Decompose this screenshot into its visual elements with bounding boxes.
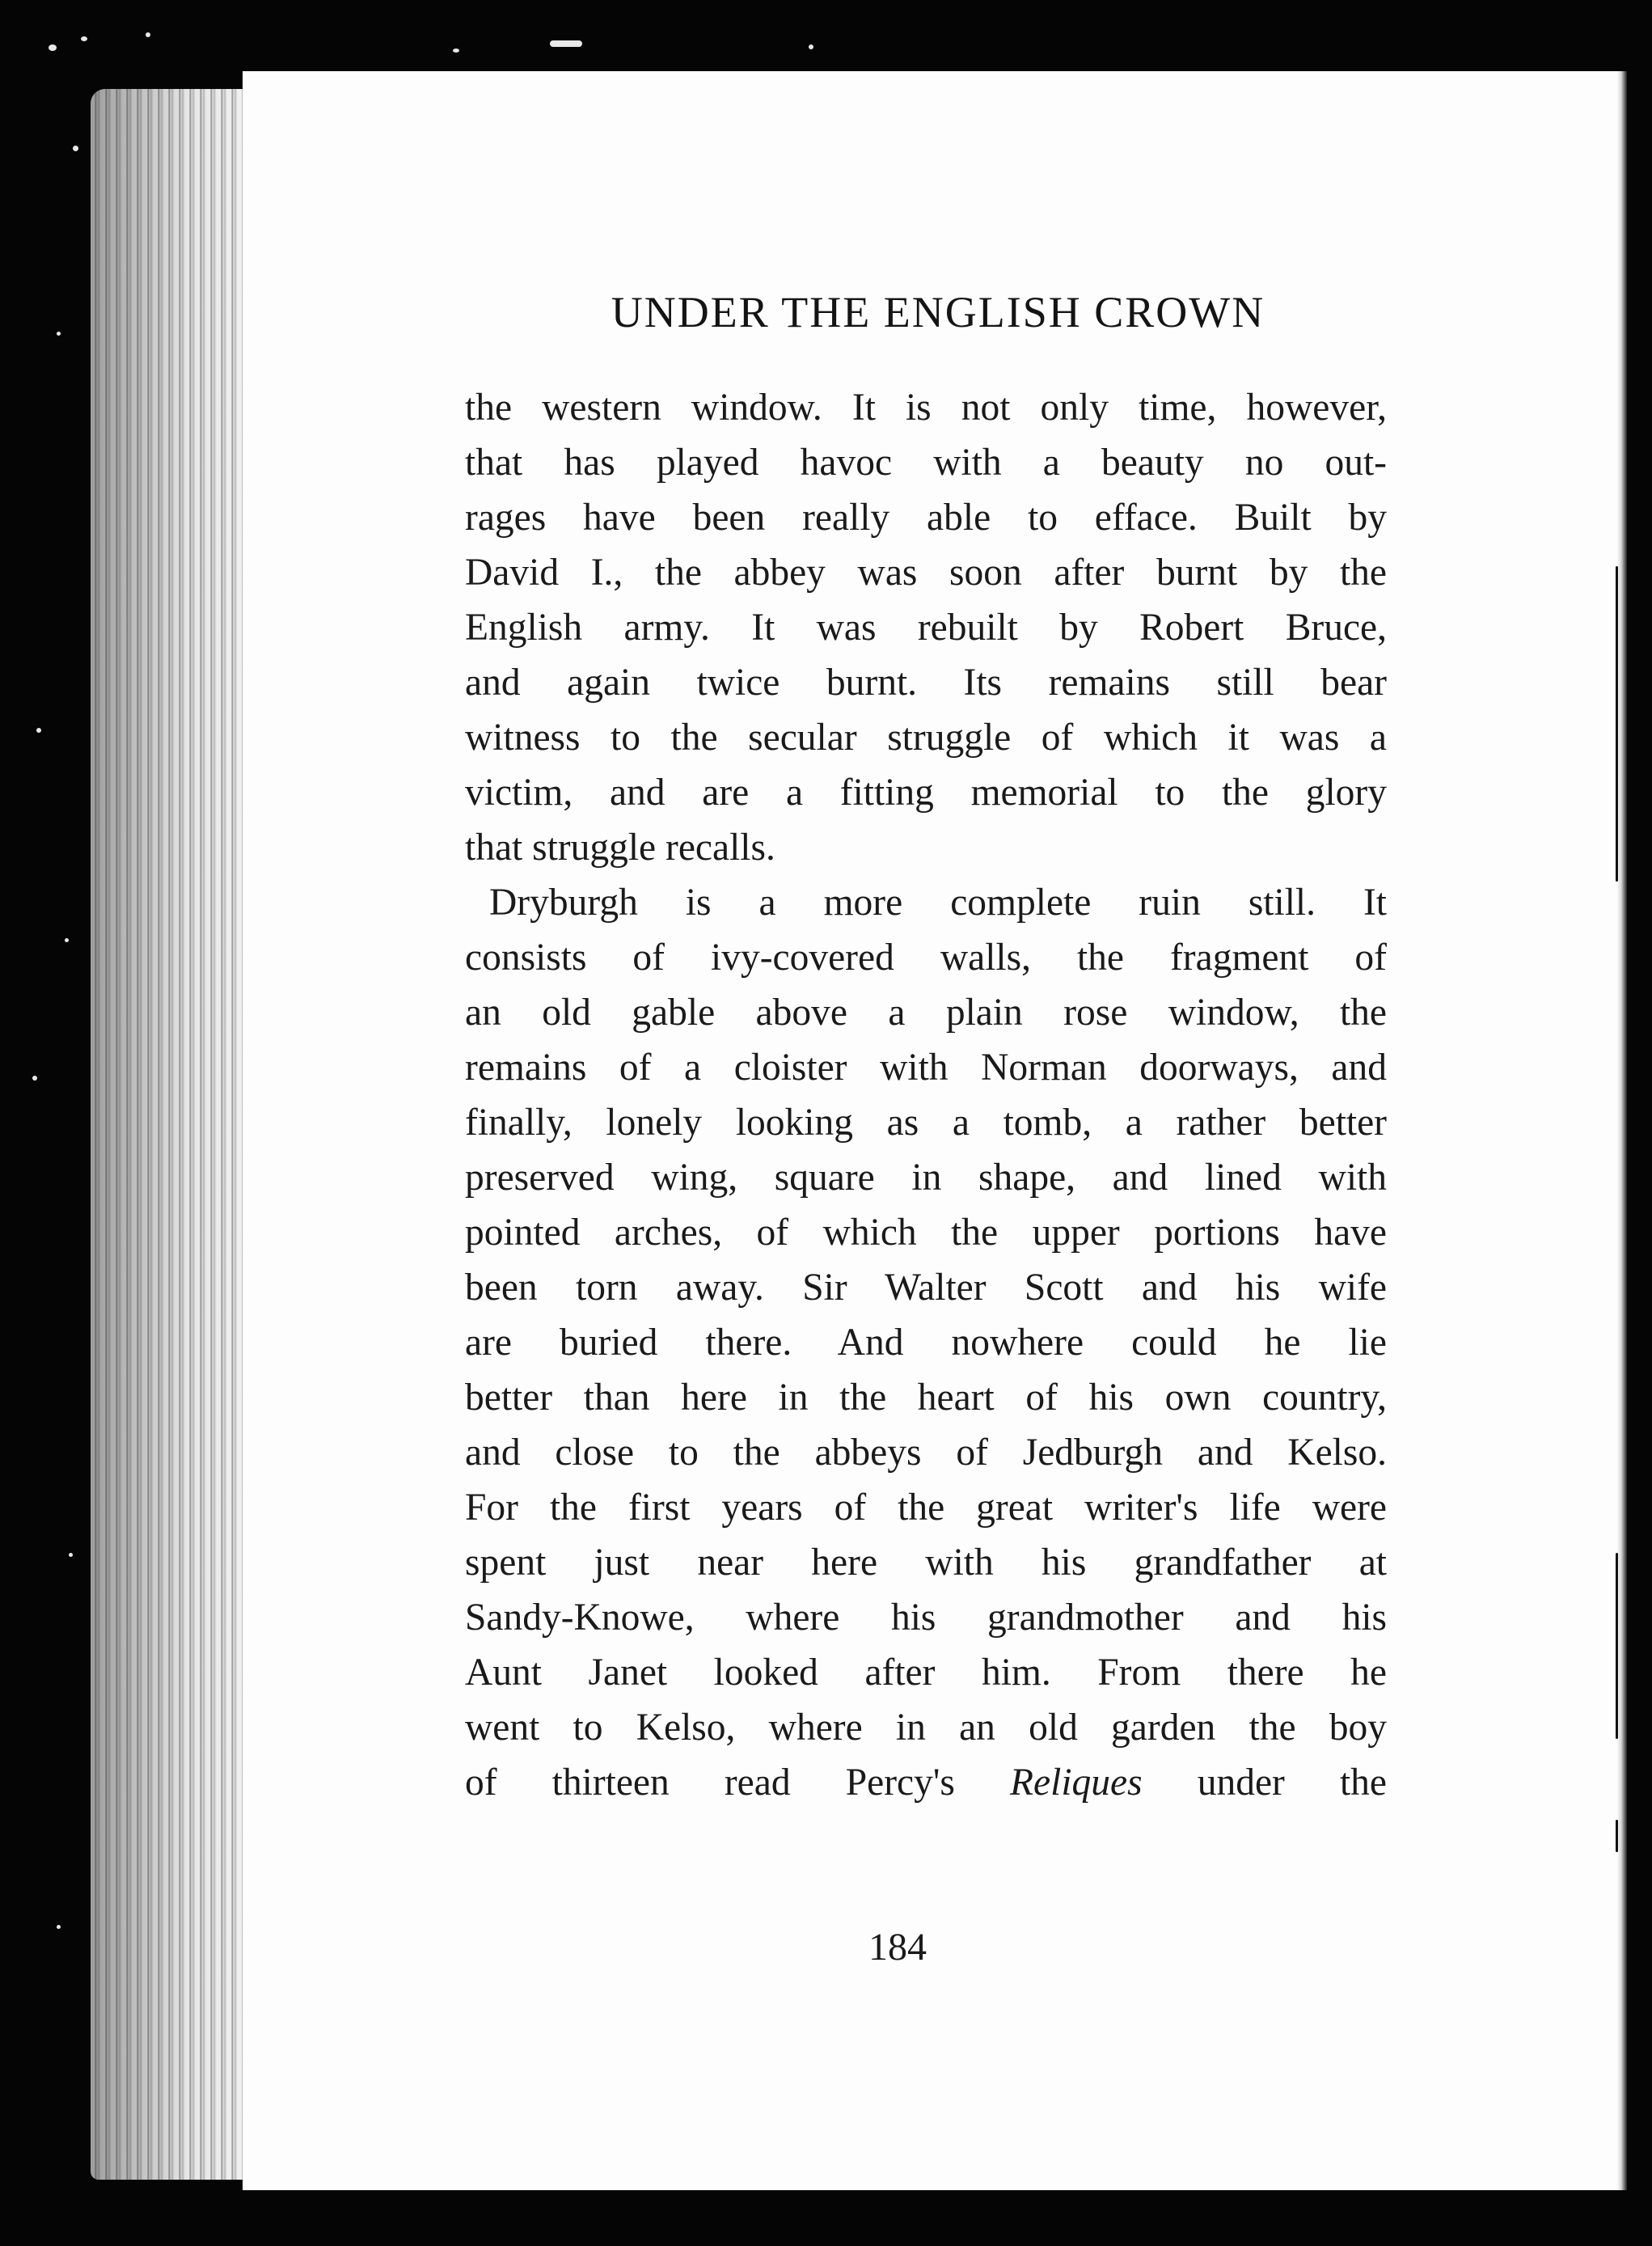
text-line: that has played havoc with a beauty no out-	[465, 442, 1387, 484]
italic-title: Reliques	[1010, 1762, 1143, 1804]
margin-mark	[1616, 566, 1618, 873]
text-line: preserved wing, square in shape, and lined with	[465, 1157, 1387, 1199]
text-line: rages have been really able to efface. Built by	[465, 497, 1387, 539]
text-line: David I., the abbey was soon after burnt by the	[465, 552, 1387, 594]
text-line: consists of ivy-covered walls, the fragment of	[465, 937, 1387, 979]
text-line: better than here in the heart of his own country,	[465, 1377, 1387, 1419]
text-line: pointed arches, of which the upper portions have	[465, 1212, 1387, 1254]
text-line: Aunt Janet looked after him. From there he	[465, 1652, 1387, 1694]
text-line: finally, lonely looking as a tomb, a rather better	[465, 1102, 1387, 1144]
text-segment: of thirteen read Percy's	[465, 1762, 1011, 1804]
margin-mark	[1616, 1820, 1618, 1852]
text-segment: under the	[1142, 1762, 1387, 1804]
text-line: an old gable above a plain rose window, the	[465, 992, 1387, 1034]
text-line: Dryburgh is a more complete ruin still. It	[489, 882, 1387, 924]
text-line: been torn away. Sir Walter Scott and his wife	[465, 1267, 1387, 1309]
margin-mark	[1616, 1553, 1618, 1739]
text-line-final	[465, 1755, 1387, 1810]
text-line: victim, and are a fitting memorial to the glory	[465, 772, 1387, 814]
text-line: went to Kelso, where in an old garden the boy	[465, 1707, 1387, 1749]
text-line: For the first years of the great writer's life were	[465, 1487, 1387, 1529]
page-right-edge	[1617, 71, 1627, 2190]
text-line: remains of a cloister with Norman doorways, and	[465, 1047, 1387, 1089]
running-header: UNDER THE ENGLISH CROWN	[611, 288, 1265, 336]
body-text	[465, 380, 1387, 1810]
text-line: English army. It was rebuilt by Robert Bruce,	[465, 607, 1387, 649]
text-line: and again twice burnt. Its remains still bear	[465, 662, 1387, 704]
text-line: that struggle recalls.	[465, 827, 775, 869]
text-line: the western window. It is not only time, however,	[465, 387, 1387, 429]
margin-mark	[1616, 857, 1618, 882]
text-line: and close to the abbeys of Jedburgh and Kelso.	[465, 1432, 1387, 1474]
text-line: witness to the secular struggle of which it was a	[465, 717, 1387, 759]
text-line: Sandy-Knowe, where his grandmother and his	[465, 1597, 1387, 1639]
page-number: 184	[868, 1926, 927, 1969]
text-line: spent just near here with his grandfather at	[465, 1542, 1387, 1584]
page-stack-shadow	[91, 89, 252, 2180]
text-line: are buried there. And nowhere could he lie	[465, 1322, 1387, 1364]
